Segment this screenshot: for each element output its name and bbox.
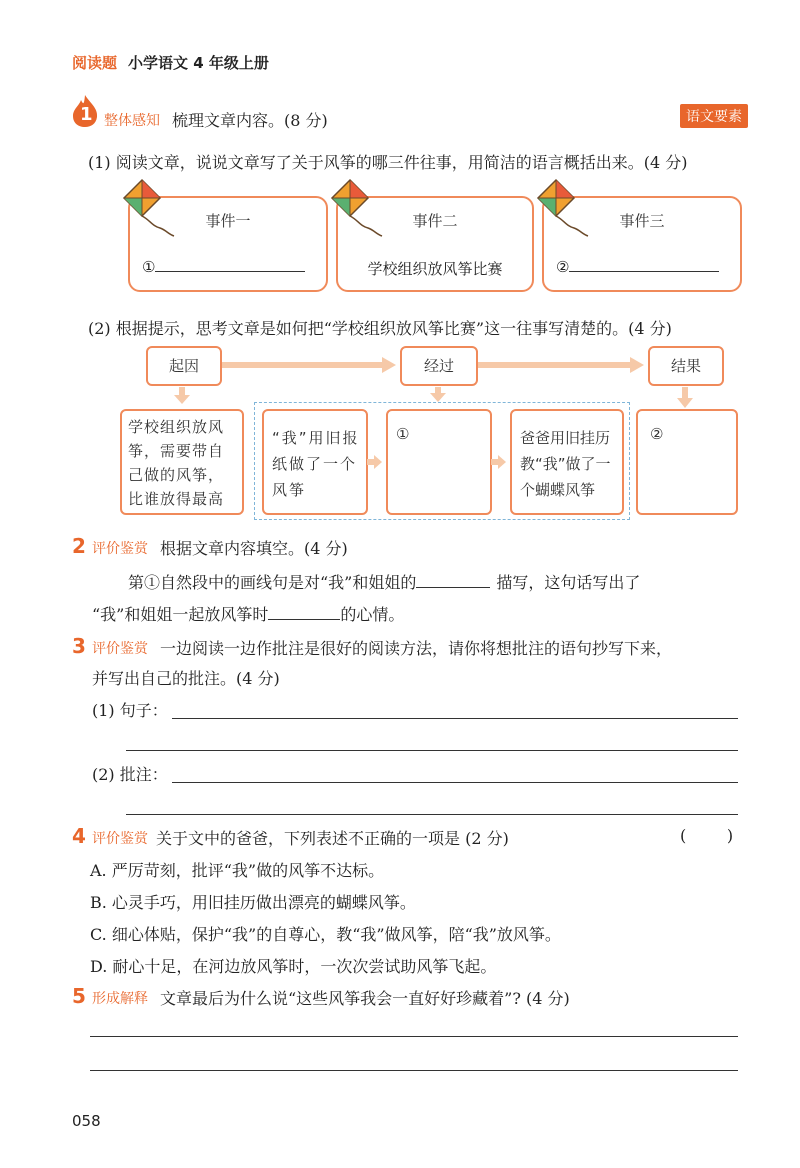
process-marker-2: ① bbox=[396, 425, 410, 443]
q5-tag: 形成解释 bbox=[92, 991, 148, 1007]
event-marker-1: ① bbox=[142, 258, 156, 276]
q1-text: 梳理文章内容。(8 分) bbox=[172, 111, 328, 130]
q4-number: 4 bbox=[72, 824, 86, 848]
q2-line1a: 第①自然段中的画线句是对“我”和姐姐的 bbox=[128, 573, 417, 592]
q1-tag: 整体感知 bbox=[104, 113, 160, 129]
flow-arrow-down bbox=[430, 387, 446, 403]
flow-head-cause: 起因 bbox=[146, 346, 222, 386]
q5-answer-line-2[interactable] bbox=[90, 1070, 738, 1071]
process-text-1: “我”用旧报纸做了一个风筝 bbox=[272, 429, 360, 499]
q4-option-a: A. 严厉苛刻，批评“我”做的风筝不达标。 bbox=[90, 861, 385, 880]
q3-number: 3 bbox=[72, 634, 86, 658]
q3-tag: 评价鉴赏 bbox=[92, 641, 148, 657]
q1-sub1-text: (1) 阅读文章，说说文章写了关于风筝的哪三件往事，用简洁的语言概括出来。(4 分) bbox=[88, 153, 688, 172]
q5-text: 文章最后为什么说“这些风筝我会一直好好珍藏着”? (4 分) bbox=[160, 989, 570, 1008]
page-number: 058 bbox=[72, 1112, 101, 1130]
q2-text: 根据文章内容填空。(4 分) bbox=[160, 539, 348, 558]
q5-number: 5 bbox=[72, 984, 86, 1008]
flow-arrow-down bbox=[677, 387, 693, 409]
event-content-2: 学校组织放风筝比赛 bbox=[367, 260, 503, 278]
q3-sentence-line-2[interactable] bbox=[126, 750, 738, 751]
kite-icon bbox=[330, 178, 390, 238]
flow-arrow-down bbox=[174, 387, 190, 405]
result-marker: ② bbox=[650, 425, 664, 443]
q4-option-c: C. 细心体贴，保护“我”的自尊心，教“我”做风筝，陪“我”放风筝。 bbox=[90, 925, 561, 944]
event-blank-3[interactable] bbox=[569, 271, 719, 272]
q2-blank-2[interactable] bbox=[268, 619, 340, 620]
q2-line2 bbox=[92, 602, 404, 625]
flow-arrow-right bbox=[222, 356, 398, 376]
q2-line2a: “我”和姐姐一起放风筝时 bbox=[92, 605, 269, 624]
kite-icon bbox=[122, 178, 182, 238]
process-box-2[interactable] bbox=[386, 409, 492, 515]
q3-text-2: 并写出自己的批注。(4 分) bbox=[92, 669, 280, 688]
event-content-1 bbox=[142, 258, 305, 276]
q3-note-label: (2) 批注： bbox=[92, 765, 168, 784]
q3-sentence-label: (1) 句子： bbox=[92, 701, 168, 720]
q2-tag: 评价鉴赏 bbox=[92, 541, 148, 557]
q4-option-b: B. 心灵手巧，用旧挂历做出漂亮的蝴蝶风筝。 bbox=[90, 893, 416, 912]
q4-tag: 评价鉴赏 bbox=[92, 831, 148, 847]
header-book: 小学语文 4 年级上册 bbox=[128, 54, 269, 72]
header-kind: 阅读题 bbox=[72, 54, 118, 72]
flow-head-process: 经过 bbox=[400, 346, 478, 386]
event-marker-3: ② bbox=[556, 258, 570, 276]
q2-line1b: 描写，这句话写出了 bbox=[496, 573, 641, 592]
q1-sub2-text: (2) 根据提示，思考文章是如何把“学校组织放风筝比赛”这一往事写清楚的。(4 分) bbox=[88, 319, 672, 338]
q1-number: 1 bbox=[80, 104, 93, 125]
yuwen-yaosu-tag: 语文要素 bbox=[680, 104, 748, 128]
q4-answer-paren[interactable]: ( ) bbox=[680, 826, 734, 845]
flow-arrow-small bbox=[491, 455, 507, 469]
q2-line1 bbox=[128, 570, 640, 593]
q3-note-line-2[interactable] bbox=[126, 814, 738, 815]
event-content-3 bbox=[556, 258, 719, 276]
process-text-3: 爸爸用旧挂历教“我”做了一个蝴蝶风筝 bbox=[520, 429, 611, 499]
cause-box bbox=[120, 409, 244, 515]
result-box[interactable] bbox=[636, 409, 738, 515]
process-box-1 bbox=[262, 409, 368, 515]
flow-head-result: 结果 bbox=[648, 346, 724, 386]
q4-option-d: D. 耐心十足，在河边放风筝时，一次次尝试助风筝飞起。 bbox=[90, 957, 497, 976]
event-title-2: 事件二 bbox=[412, 212, 458, 230]
q2-number: 2 bbox=[72, 534, 86, 558]
cause-text: 学校组织放风筝，需要带自己做的风筝，比谁放得最高 bbox=[128, 418, 225, 508]
q3-sentence-line-1[interactable] bbox=[172, 718, 738, 719]
q5-answer-line-1[interactable] bbox=[90, 1036, 738, 1037]
kite-icon bbox=[536, 178, 596, 238]
flow-arrow-small bbox=[367, 455, 383, 469]
q3-text-1: 一边阅读一边作批注是很好的阅读方法，请你将想批注的语句抄写下来， bbox=[160, 639, 673, 658]
q1-number-badge bbox=[70, 94, 100, 128]
q2-blank-1[interactable] bbox=[416, 587, 490, 588]
flow-arrow-right bbox=[478, 356, 646, 376]
q4-text: 关于文中的爸爸，下列表述不正确的一项是 (2 分) bbox=[156, 829, 509, 848]
q3-note-line-1[interactable] bbox=[172, 782, 738, 783]
event-title-1: 事件一 bbox=[205, 212, 251, 230]
process-box-3 bbox=[510, 409, 624, 515]
event-title-3: 事件三 bbox=[619, 212, 665, 230]
q2-line2b: 的心情。 bbox=[340, 605, 405, 624]
event-blank-1[interactable] bbox=[155, 271, 305, 272]
